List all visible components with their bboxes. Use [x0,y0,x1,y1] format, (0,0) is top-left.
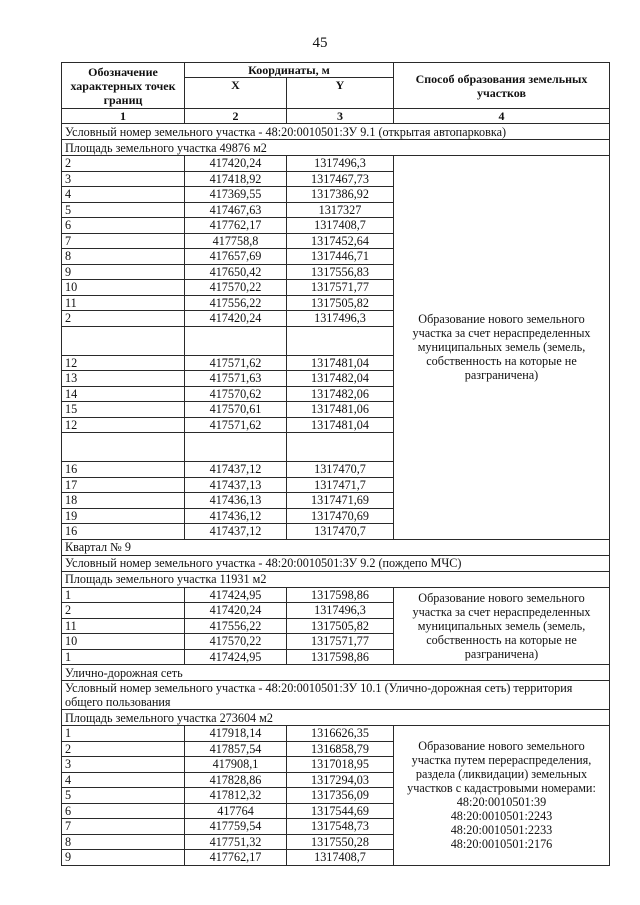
point-id: 1 [62,587,185,603]
section-label: Квартал № 9 [62,539,610,555]
formation-method [394,726,610,866]
table-row [62,156,610,172]
formation-method-line: муниципальных земель (земель, [417,340,586,355]
coord-x [185,433,287,462]
point-id: 8 [62,834,185,850]
coord-x: 417828,86 [185,772,287,788]
coord-x: 417420,24 [185,603,287,619]
point-id: 1 [62,649,185,665]
coord-y: 1317496,3 [287,156,394,172]
column-index-1: 1 [62,109,185,124]
point-id: 6 [62,803,185,819]
coordinates-table [61,62,610,866]
point-id: 9 [62,264,185,280]
coord-y: 1317505,82 [287,295,394,311]
coord-x: 417857,54 [185,741,287,757]
coord-x: 417420,24 [185,156,287,172]
coord-y: 1317481,06 [287,402,394,418]
coord-y: 1317550,28 [287,834,394,850]
formation-method [394,587,610,665]
column-index-4: 4 [394,109,610,124]
point-id: 5 [62,788,185,804]
coord-y: 1317471,69 [287,493,394,509]
parcel-area: Площадь земельного участка 11931 м2 [62,571,610,587]
page-number: 45 [312,35,328,51]
point-id: 11 [62,295,185,311]
coord-x: 417657,69 [185,249,287,265]
coord-x: 417436,12 [185,508,287,524]
formation-method-line: разграничена) [464,368,539,383]
point-id: 6 [62,218,185,234]
point-id: 9 [62,850,185,866]
coord-y: 1316626,35 [287,726,394,742]
coord-x: 417369,55 [185,187,287,203]
coord-y: 1317470,7 [287,462,394,478]
coord-y [287,326,394,355]
point-id [62,433,185,462]
coord-x: 417556,22 [185,295,287,311]
point-id: 14 [62,386,185,402]
point-id: 2 [62,741,185,757]
header-point-designation: Обозначение характерных точек границ [62,63,185,109]
column-index-3: 3 [287,109,394,124]
coord-y: 1317482,06 [287,386,394,402]
point-id: 17 [62,477,185,493]
point-id: 16 [62,524,185,540]
coord-x: 417570,22 [185,634,287,650]
coord-x: 417908,1 [185,757,287,773]
coord-y: 1317548,73 [287,819,394,835]
coord-y: 1317571,77 [287,280,394,296]
coord-x: 417751,32 [185,834,287,850]
coord-x: 417467,63 [185,202,287,218]
area-row [62,710,610,726]
header-coordinates: Координаты, м [185,63,394,78]
point-id: 8 [62,249,185,265]
coord-y: 1317571,77 [287,634,394,650]
area-row [62,571,610,587]
point-id: 7 [62,233,185,249]
section-label: Условный номер земельного участка - 48:20:0010501:ЗУ 10.1 (Улично-дорожная сеть) территория общего пользования [62,681,610,710]
coord-y: 1317386,92 [287,187,394,203]
header-y: Y [287,78,394,109]
table-body [62,124,610,866]
coord-y: 1317294,03 [287,772,394,788]
formation-method-line: раздела (ликвидации) земельных [415,767,588,782]
formation-method-line: участка за счет нераспределенных [412,604,591,619]
point-id: 16 [62,462,185,478]
section-label: Условный номер земельного участка - 48:20:0010501:ЗУ 9.2 (пождепо МЧС) [62,555,610,571]
formation-method-line: 48:20:0010501:39 [456,795,547,810]
point-id: 4 [62,772,185,788]
point-id: 2 [62,603,185,619]
coord-y: 1317598,86 [287,649,394,665]
coord-x: 417758,8 [185,233,287,249]
coord-y [287,433,394,462]
point-id: 5 [62,202,185,218]
point-id: 12 [62,417,185,433]
coord-y: 1316858,79 [287,741,394,757]
coord-y: 1317356,09 [287,788,394,804]
coord-y: 1317505,82 [287,618,394,634]
formation-method-line: муниципальных земель (земель, [417,618,586,633]
coord-x: 417424,95 [185,587,287,603]
coord-x: 417570,61 [185,402,287,418]
section-label-row [62,665,610,681]
section-label: Улично-дорожная сеть [62,665,610,681]
coord-x: 417437,12 [185,462,287,478]
formation-method-line: разграничена) [464,646,539,661]
formation-method-line: 48:20:0010501:2243 [450,809,553,824]
section-label-row [62,124,610,140]
point-id: 2 [62,156,185,172]
table-row [62,726,610,742]
coord-x: 417650,42 [185,264,287,280]
coord-x: 417570,62 [185,386,287,402]
formation-method-line: собственность на которые не [426,632,577,647]
point-id: 3 [62,171,185,187]
coord-y: 1317598,86 [287,587,394,603]
section-label-row [62,681,610,710]
point-id: 18 [62,493,185,509]
coord-y: 1317481,04 [287,355,394,371]
coord-x: 417764 [185,803,287,819]
coord-y: 1317496,3 [287,311,394,327]
point-id: 19 [62,508,185,524]
table-row [62,587,610,603]
point-id: 3 [62,757,185,773]
parcel-area: Площадь земельного участка 49876 м2 [62,140,610,156]
coord-x: 417762,17 [185,850,287,866]
coord-y: 1317471,7 [287,477,394,493]
point-id: 4 [62,187,185,203]
formation-method-line: Образование нового земельного [418,312,585,327]
point-id: 11 [62,618,185,634]
point-id: 10 [62,634,185,650]
column-index-2: 2 [185,109,287,124]
coord-x: 417759,54 [185,819,287,835]
coord-x: 417762,17 [185,218,287,234]
coord-x: 417571,63 [185,371,287,387]
point-id: 13 [62,371,185,387]
section-label: Условный номер земельного участка - 48:20:0010501:ЗУ 9.1 (открытая автопарковка) [62,124,610,140]
coord-y: 1317470,69 [287,508,394,524]
coord-x: 417918,14 [185,726,287,742]
formation-method-line: Образование нового земельного [418,739,585,754]
coord-y: 1317556,83 [287,264,394,280]
header-formation-method: Способ образования земельных участков [394,63,610,109]
coord-x: 417420,24 [185,311,287,327]
coord-y: 1317408,7 [287,218,394,234]
section-label-row [62,539,610,555]
formation-method-line: 48:20:0010501:2176 [450,837,553,852]
point-id: 7 [62,819,185,835]
formation-method-line: собственность на которые не [426,354,577,369]
coord-y: 1317482,04 [287,371,394,387]
formation-method-line: участка путем перераспределения, [411,753,592,768]
coord-y: 1317496,3 [287,603,394,619]
coord-x: 417556,22 [185,618,287,634]
point-id: 2 [62,311,185,327]
coord-y: 1317452,64 [287,233,394,249]
point-id [62,326,185,355]
section-label-row [62,555,610,571]
coord-x: 417424,95 [185,649,287,665]
coord-x: 417437,13 [185,477,287,493]
coord-x: 417571,62 [185,355,287,371]
formation-method-line: 48:20:0010501:2233 [450,823,553,838]
coord-x: 417437,12 [185,524,287,540]
coord-x: 417436,13 [185,493,287,509]
coord-x: 417812,32 [185,788,287,804]
point-id: 15 [62,402,185,418]
coord-x [185,326,287,355]
coord-y: 1317446,71 [287,249,394,265]
point-id: 12 [62,355,185,371]
coord-y: 1317470,7 [287,524,394,540]
coord-x: 417570,22 [185,280,287,296]
formation-method-line: Образование нового земельного [418,590,585,605]
coord-y: 1317544,69 [287,803,394,819]
formation-method-line: участков с кадастровыми номерами: [407,781,596,796]
formation-method [394,156,610,540]
parcel-area: Площадь земельного участка 273604 м2 [62,710,610,726]
coord-y: 1317327 [287,202,394,218]
coord-y: 1317481,04 [287,417,394,433]
coord-y: 1317467,73 [287,171,394,187]
formation-method-line: участка за счет нераспределенных [412,326,591,341]
header-x: X [185,78,287,109]
area-row [62,140,610,156]
coord-y: 1317018,95 [287,757,394,773]
point-id: 10 [62,280,185,296]
coord-x: 417418,92 [185,171,287,187]
coord-y: 1317408,7 [287,850,394,866]
point-id: 1 [62,726,185,742]
coord-x: 417571,62 [185,417,287,433]
